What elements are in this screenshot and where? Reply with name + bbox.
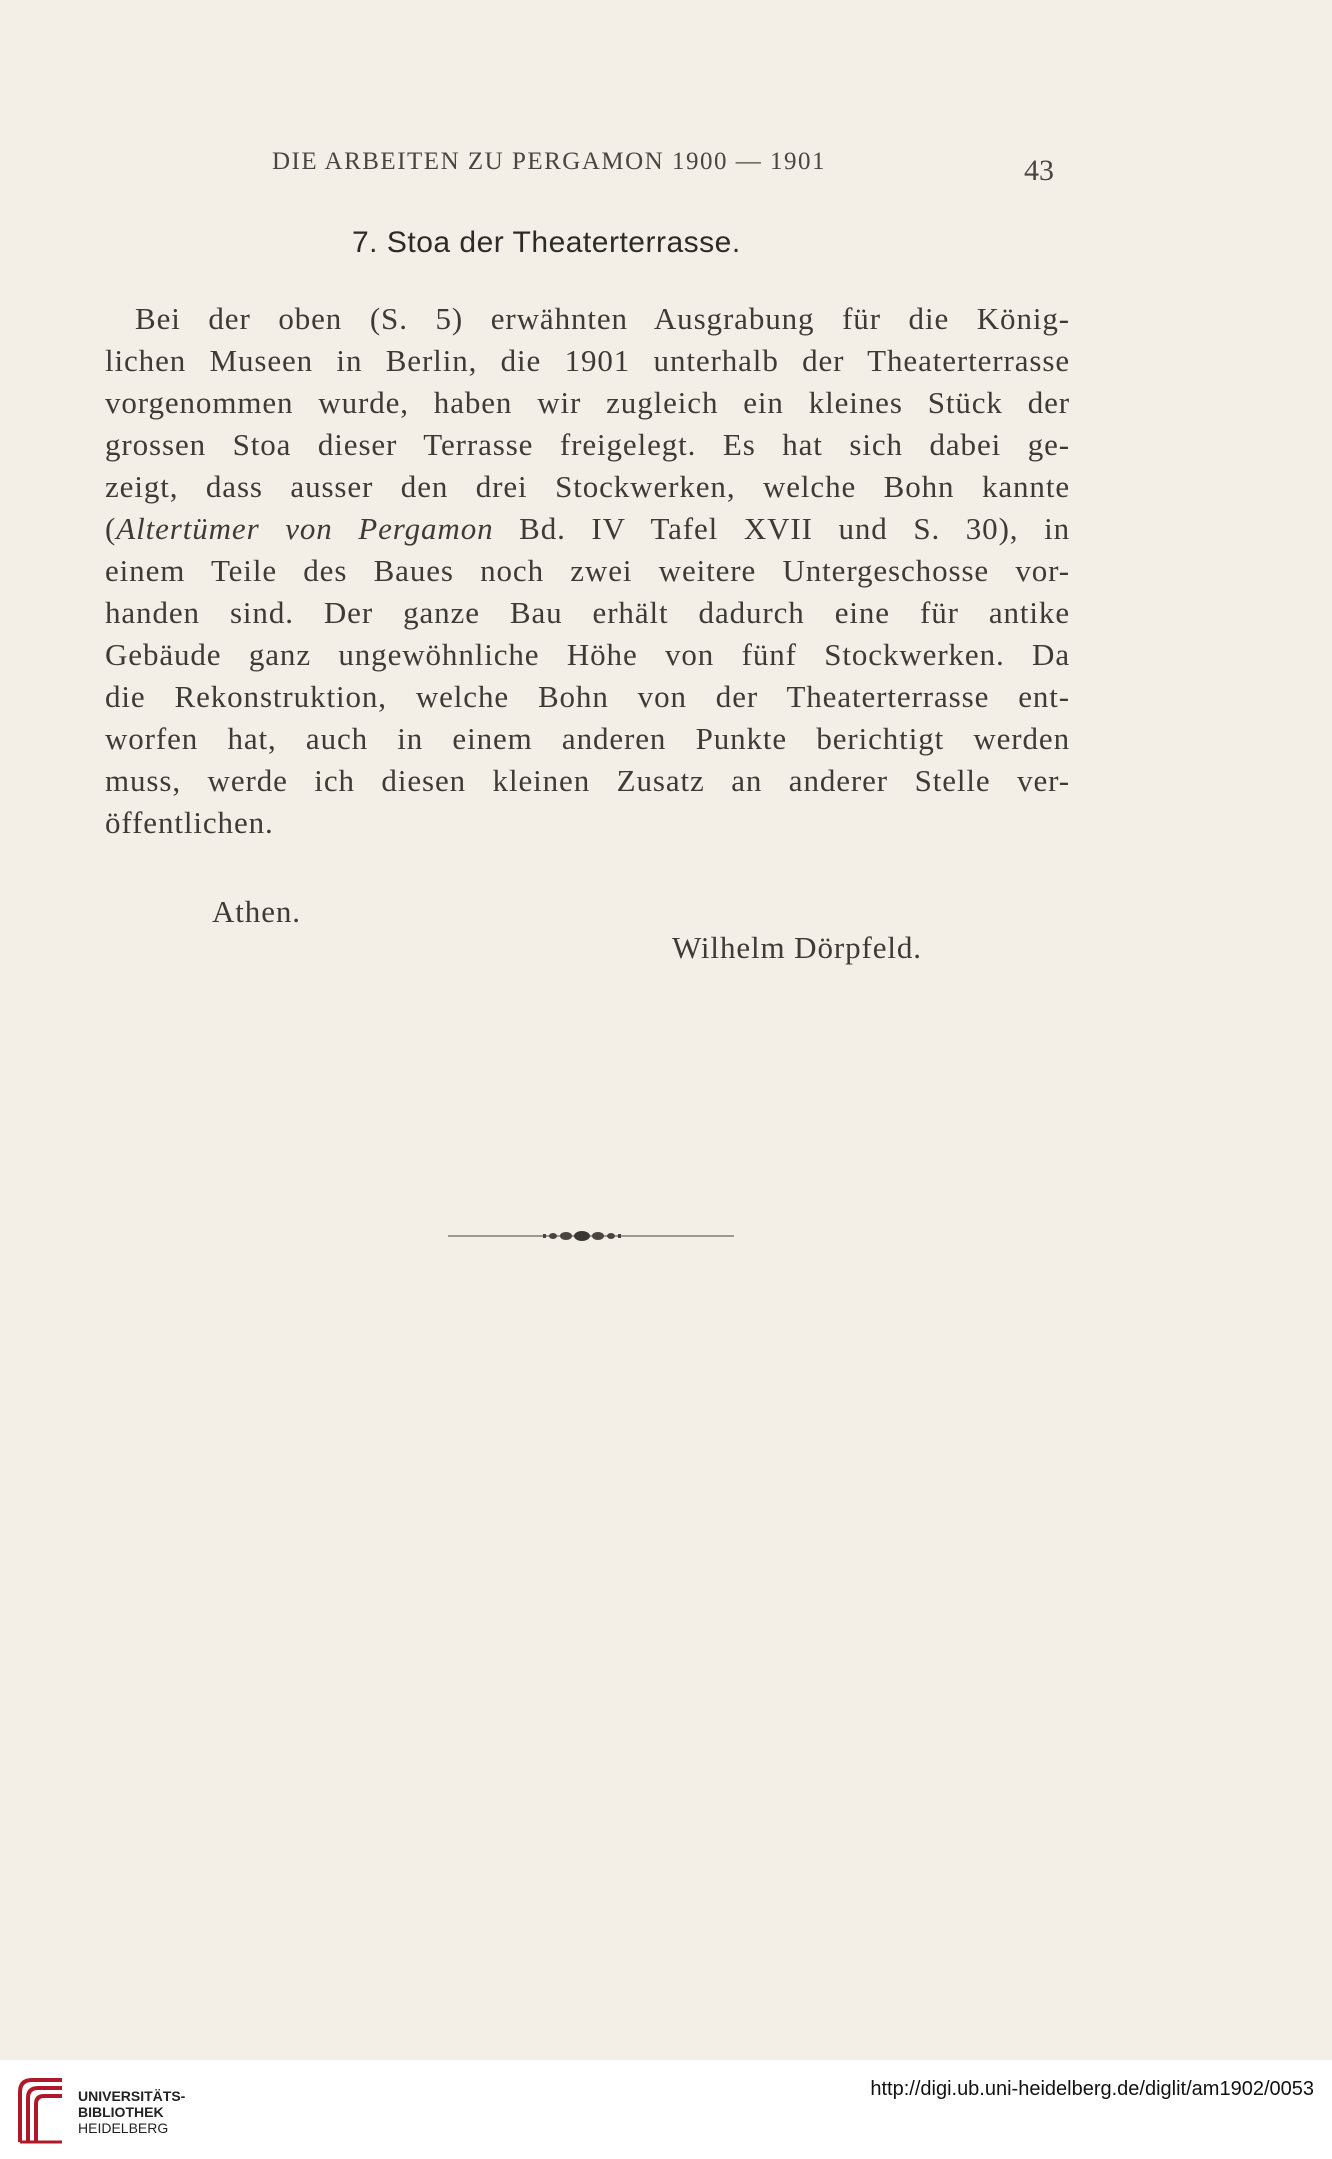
author-signature: Wilhelm Dörpfeld.	[672, 930, 922, 965]
paragraph-line: Gebäude ganz ungewöhnliche Höhe von fünf Stockwerken. Da	[105, 637, 1070, 672]
paragraph-line: grossen Stoa dieser Terrasse freigelegt. Es hat sich dabei ge-	[105, 427, 1070, 462]
citation-rest: Bd. IV Tafel XVII und S. 30), in	[493, 511, 1071, 546]
place-line: Athen.	[212, 894, 301, 929]
library-name	[78, 2088, 185, 2136]
paragraph-line: muss, werde ich diesen kleinen Zusatz an anderer Stelle ver-	[105, 763, 1070, 798]
paragraph-line-citation	[105, 508, 1070, 550]
paragraph-line: lichen Museen in Berlin, die 1901 unterhalb der Theaterterrasse	[105, 343, 1070, 378]
running-head-title: DIE ARBEITEN ZU PERGAMON 1900 — 1901	[272, 148, 826, 175]
citation-open: (	[105, 511, 117, 546]
library-name-line2: BIBLIOTHEK	[78, 2104, 164, 2120]
library-name-line3: HEIDELBERG	[78, 2120, 169, 2136]
paragraph-line: öffentlichen.	[105, 805, 274, 840]
paragraph-line: vorgenommen wurde, haben wir zugleich ein kleines Stück der	[105, 385, 1070, 420]
library-name-line1: UNIVERSITÄTS-	[78, 2088, 186, 2104]
source-url-link[interactable]: http://digi.ub.uni-heidelberg.de/diglit/am1902/0053	[870, 2078, 1314, 2100]
paragraph-line: einem Teile des Baues noch zwei weitere Untergeschosse vor-	[105, 553, 1070, 588]
citation-italic-title: Altertümer von Pergamon	[116, 511, 494, 546]
paragraph-line: Bei der oben (S. 5) erwähnten Ausgrabung für die König-	[135, 301, 1070, 336]
footer-bar	[0, 2060, 1332, 2159]
paragraph-line: zeigt, dass ausser den drei Stockwerken, welche Bohn kannte	[105, 469, 1070, 504]
library-logo-icon	[14, 2072, 70, 2146]
paragraph-line: die Rekonstruktion, welche Bohn von der Theaterterrasse ent-	[105, 679, 1070, 714]
paragraph-line: worfen hat, auch in einem anderen Punkte berichtigt werden	[105, 721, 1070, 756]
ornament-divider-icon	[448, 1226, 734, 1246]
paragraph-line: handen sind. Der ganze Bau erhält dadurch eine für antike	[105, 595, 1070, 630]
section-title: 7. Stoa der Theaterterrasse.	[352, 226, 741, 259]
page-number: 43	[1024, 154, 1054, 187]
running-head	[0, 148, 1332, 188]
paragraph	[105, 298, 1070, 844]
